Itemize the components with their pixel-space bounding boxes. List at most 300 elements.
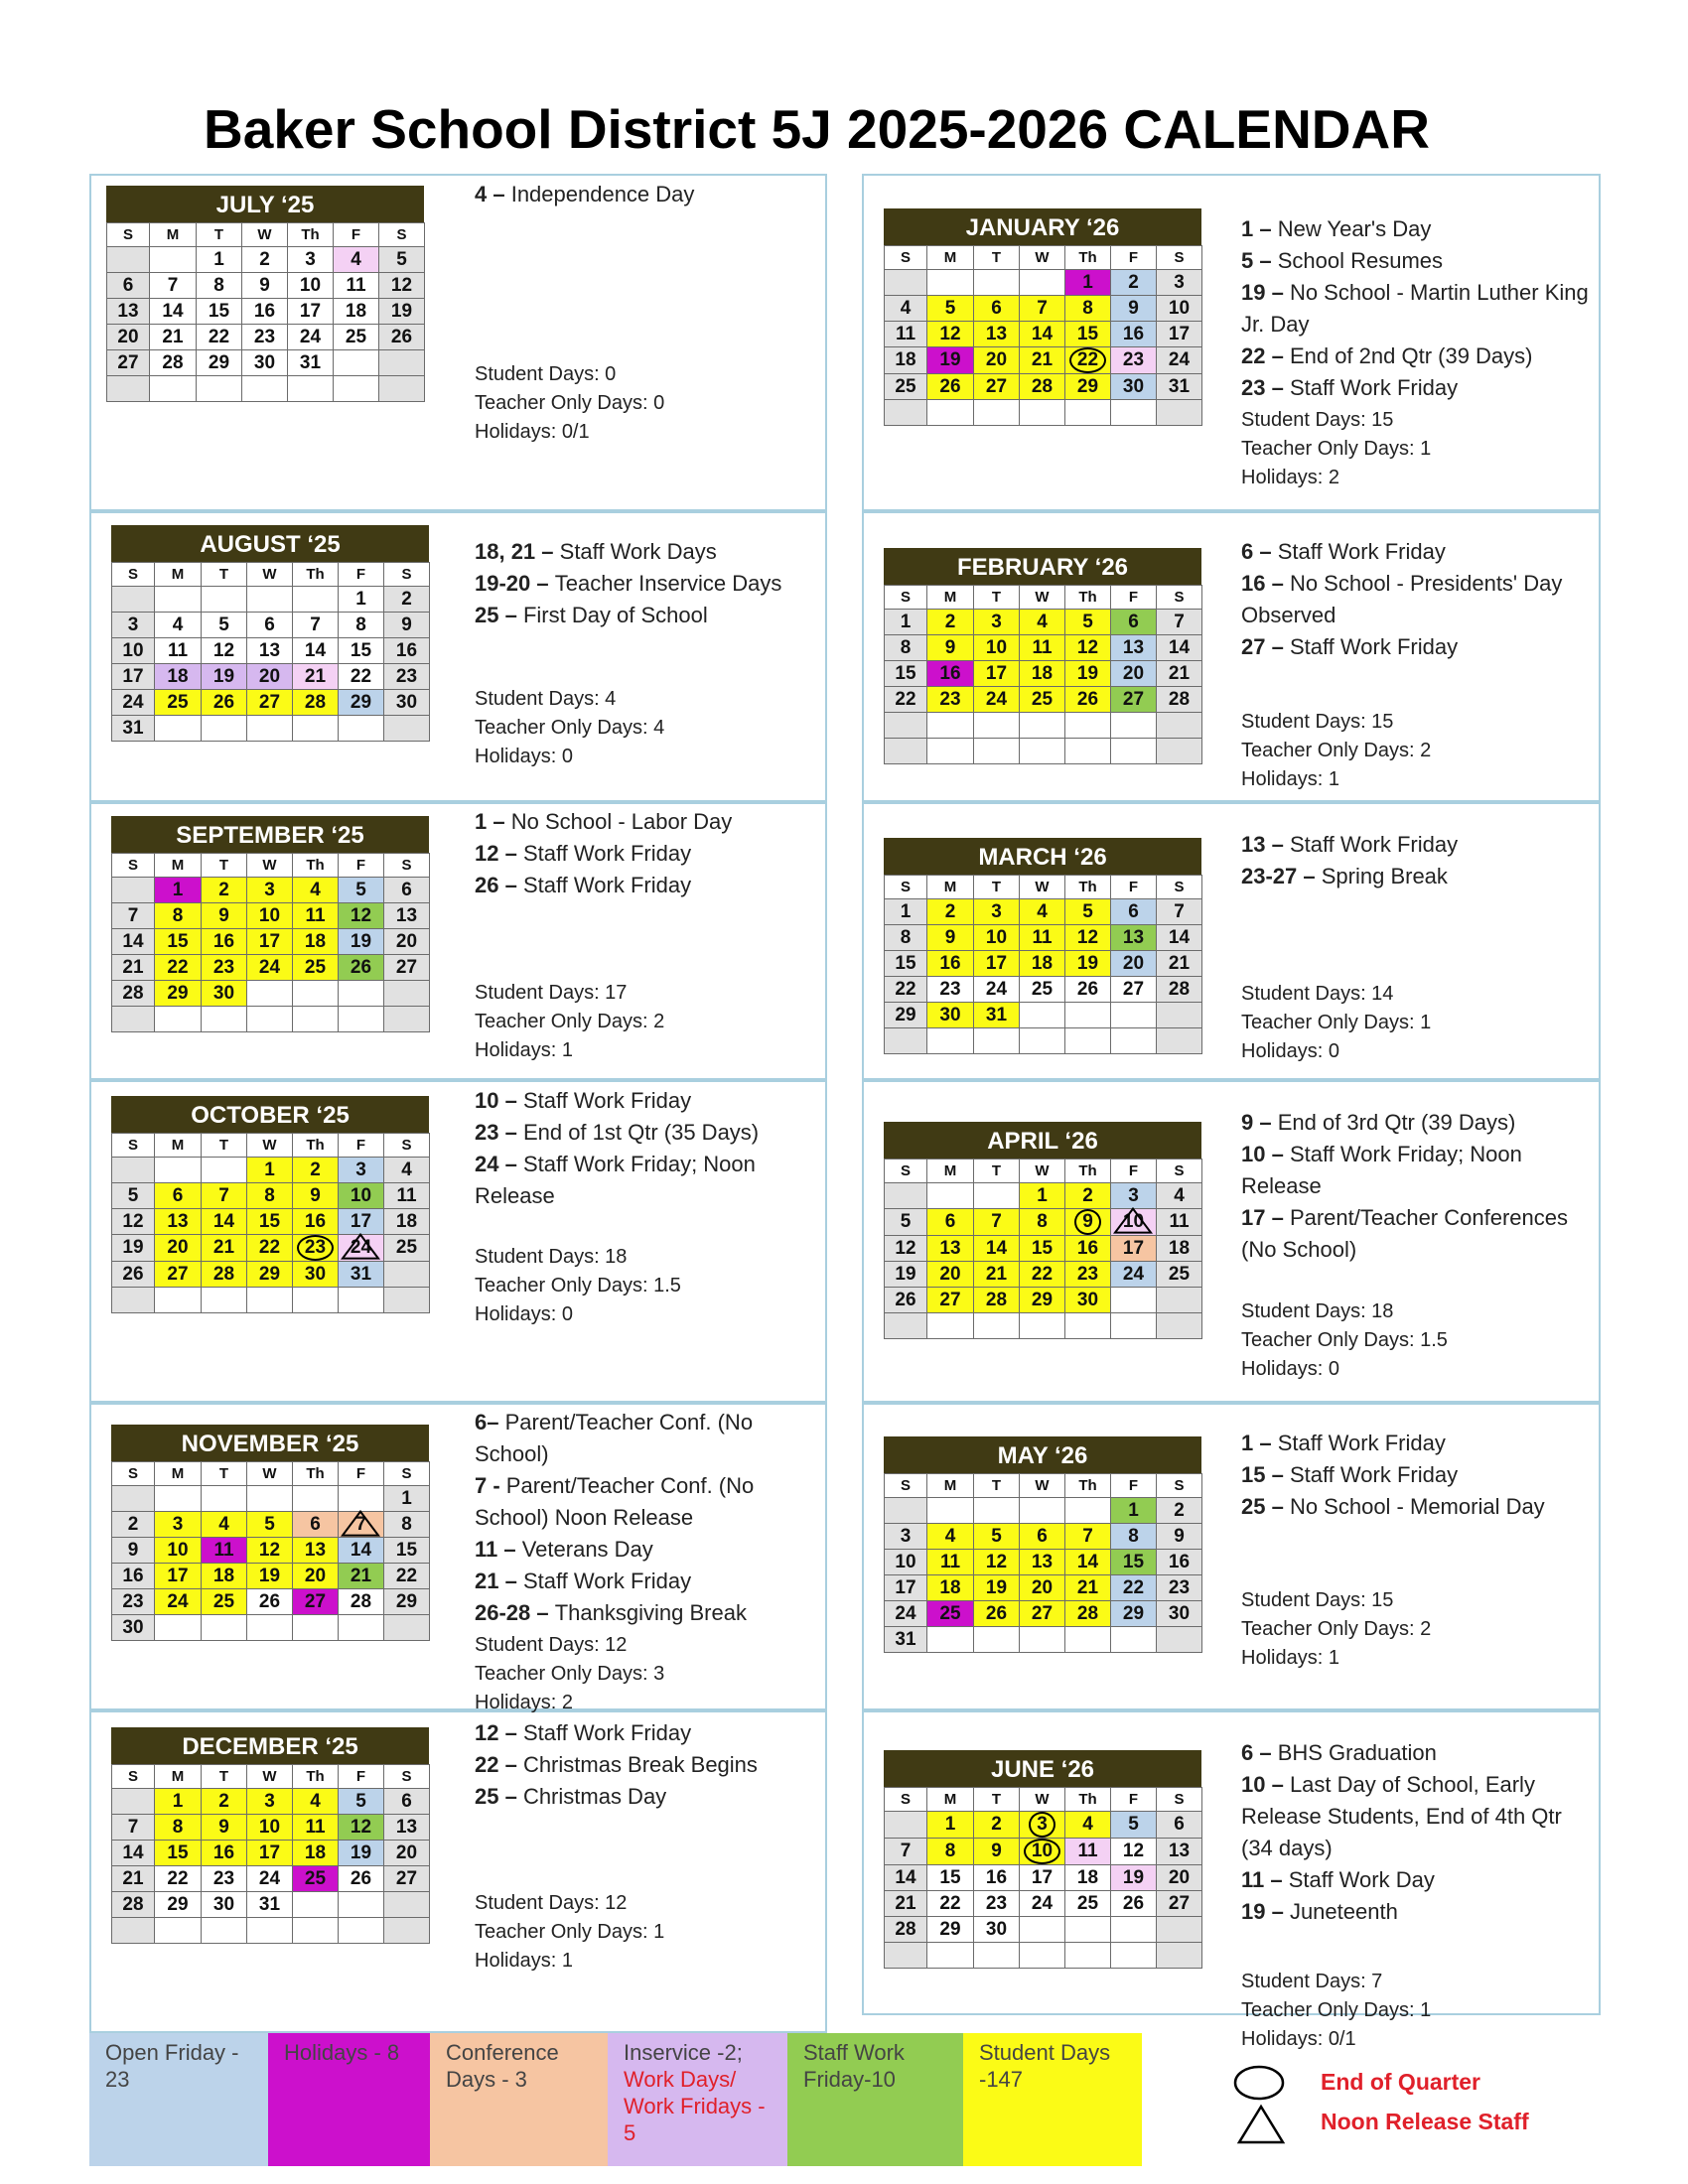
weekday-header: W (1020, 1160, 1065, 1183)
day-cell: 23 (202, 955, 247, 981)
empty-cell (150, 376, 197, 402)
event-line: 10 – Staff Work Friday; Noon Release (1241, 1142, 1522, 1198)
month-events (1241, 1737, 1589, 1928)
month-calendar (111, 816, 430, 1032)
day-cell: 11 (293, 1815, 339, 1841)
day-cell: 22 (927, 1891, 974, 1917)
month-events (475, 1407, 812, 1629)
day-cell: 9 (927, 635, 974, 661)
empty-cell (384, 1007, 430, 1032)
event-line: 15 – Staff Work Friday (1241, 1462, 1459, 1487)
day-cell: 17 (112, 664, 155, 690)
day-cell: 24 (885, 1601, 927, 1627)
day-cell: 17 (247, 1841, 293, 1866)
day-cell: 15 (1111, 1550, 1157, 1575)
day-cell: 6 (155, 1183, 202, 1209)
day-cell: 23 (202, 1866, 247, 1892)
event-line: 27 – Staff Work Friday (1241, 634, 1459, 659)
weekday-header: S (885, 1160, 927, 1183)
month-stats (475, 360, 664, 447)
empty-cell (293, 1892, 339, 1918)
empty-cell (1065, 1627, 1111, 1653)
day-cell: 2 (927, 899, 974, 925)
month-events (475, 179, 812, 210)
month-events (475, 1085, 812, 1212)
day-cell: 25 (155, 690, 202, 716)
teacher-days: Teacher Only Days: 1.5 (1241, 1329, 1448, 1351)
weekday-header: S (1157, 1788, 1202, 1812)
empty-cell (927, 1943, 974, 1969)
day-cell: 8 (1020, 1209, 1065, 1236)
day-cell: 23 (293, 1235, 339, 1262)
day-cell: 18 (384, 1209, 430, 1235)
day-cell: 16 (1111, 322, 1157, 347)
student-days: Student Days: 17 (475, 982, 628, 1004)
event-line: 10 – Last Day of School, Early Release Students, End of 4th Qtr (34 days) (1241, 1772, 1562, 1860)
weekday-header: F (1111, 246, 1157, 270)
empty-cell (1111, 739, 1157, 764)
day-cell: 10 (288, 273, 334, 299)
day-cell: 1 (247, 1158, 293, 1183)
month-calendar (111, 1425, 430, 1641)
day-cell: 20 (293, 1564, 339, 1589)
day-cell: 3 (974, 610, 1020, 635)
day-cell: 6 (1111, 899, 1157, 925)
empty-cell (155, 1288, 202, 1313)
weekday-header: Th (1065, 1474, 1111, 1498)
day-cell: 21 (339, 1564, 384, 1589)
day-cell: 23 (1111, 347, 1157, 374)
day-cell: 27 (974, 374, 1020, 400)
empty-cell (155, 1486, 202, 1512)
day-cell: 14 (974, 1236, 1020, 1262)
day-cell: 9 (293, 1183, 339, 1209)
day-cell: 9 (202, 903, 247, 929)
day-cell: 10 (1020, 1839, 1065, 1865)
empty-cell (339, 1918, 384, 1944)
day-cell: 15 (247, 1209, 293, 1235)
day-cell: 17 (1111, 1236, 1157, 1262)
legend-label: Student Days -147 (979, 2040, 1111, 2092)
weekday-header: T (202, 1462, 247, 1486)
empty-cell (885, 713, 927, 739)
month-title: NOVEMBER ‘25 (111, 1425, 429, 1461)
day-cell: 29 (155, 981, 202, 1007)
day-cell: 22 (885, 977, 927, 1003)
event-line: 19 – No School - Martin Luther King Jr. Day (1241, 280, 1589, 337)
teacher-days: Teacher Only Days: 2 (475, 1011, 665, 1032)
event-line: 23 – End of 1st Qtr (35 Days) (475, 1120, 760, 1145)
day-cell: 17 (339, 1209, 384, 1235)
weekday-header: W (1020, 1788, 1065, 1812)
teacher-days: Teacher Only Days: 0 (475, 392, 665, 414)
empty-cell (247, 1007, 293, 1032)
day-cell: 11 (202, 1538, 247, 1564)
day-cell: 27 (927, 1288, 974, 1313)
day-cell: 2 (112, 1512, 155, 1538)
weekday-header: Th (293, 563, 339, 587)
day-cell: 20 (1157, 1865, 1202, 1891)
day-cell: 15 (885, 661, 927, 687)
month-stats (1241, 1586, 1431, 1673)
weekday-header: S (885, 876, 927, 899)
day-cell: 24 (974, 687, 1020, 713)
weekday-header: W (1020, 1474, 1065, 1498)
day-cell: 24 (112, 690, 155, 716)
day-cell: 11 (927, 1550, 974, 1575)
empty-cell (247, 1615, 293, 1641)
day-cell: 19 (339, 929, 384, 955)
page-title: Baker School District 5J 2025-2026 CALENDAR (204, 98, 1430, 160)
day-cell: 6 (1111, 610, 1157, 635)
day-cell: 20 (155, 1235, 202, 1262)
day-cell: 24 (247, 955, 293, 981)
empty-cell (247, 1288, 293, 1313)
empty-cell (1111, 1917, 1157, 1943)
empty-cell (155, 716, 202, 742)
event-line: 1 – No School - Labor Day (475, 809, 733, 834)
weekday-header: Th (288, 223, 334, 247)
day-cell: 28 (885, 1917, 927, 1943)
day-cell: 20 (1111, 951, 1157, 977)
day-cell: 12 (927, 322, 974, 347)
day-cell: 24 (1020, 1891, 1065, 1917)
day-cell: 7 (202, 1183, 247, 1209)
day-cell: 8 (247, 1183, 293, 1209)
student-days: Student Days: 4 (475, 688, 617, 710)
empty-cell (1157, 713, 1202, 739)
teacher-days: Teacher Only Days: 1 (1241, 1999, 1432, 2021)
weekday-header: S (1157, 586, 1202, 610)
weekday-header: W (247, 1462, 293, 1486)
event-line: 5 – School Resumes (1241, 248, 1444, 273)
teacher-days: Teacher Only Days: 1 (475, 1921, 665, 1943)
day-cell: 4 (1020, 899, 1065, 925)
day-cell: 5 (1065, 610, 1111, 635)
empty-cell (288, 376, 334, 402)
empty-cell (1020, 713, 1065, 739)
day-cell: 16 (384, 638, 430, 664)
day-cell: 22 (339, 664, 384, 690)
day-cell: 14 (202, 1209, 247, 1235)
day-cell: 17 (288, 299, 334, 325)
event-line: 21 – Staff Work Friday (475, 1569, 692, 1593)
day-cell: 1 (155, 878, 202, 903)
empty-cell (1111, 713, 1157, 739)
day-cell: 8 (927, 1839, 974, 1865)
month-events (475, 806, 812, 901)
weekday-header: S (379, 223, 425, 247)
day-cell: 26 (339, 1866, 384, 1892)
day-cell: 4 (1157, 1183, 1202, 1209)
empty-cell (1020, 1313, 1065, 1339)
day-cell: 19 (112, 1235, 155, 1262)
day-cell: 27 (1020, 1601, 1065, 1627)
day-cell: 12 (112, 1209, 155, 1235)
day-cell: 2 (202, 878, 247, 903)
day-cell: 4 (885, 296, 927, 322)
day-cell: 25 (1020, 977, 1065, 1003)
empty-cell (885, 1943, 927, 1969)
day-cell: 1 (339, 587, 384, 613)
day-cell: 18 (155, 664, 202, 690)
day-cell: 19 (202, 664, 247, 690)
day-cell: 19 (1065, 951, 1111, 977)
day-cell: 7 (1065, 1524, 1111, 1550)
empty-cell (974, 1498, 1020, 1524)
empty-cell (293, 981, 339, 1007)
empty-cell (107, 247, 150, 273)
month-stats (475, 1631, 664, 1717)
empty-cell (112, 587, 155, 613)
day-cell: 5 (339, 1789, 384, 1815)
weekday-header: S (384, 1134, 430, 1158)
empty-cell (197, 376, 242, 402)
event-line: 26-28 – Thanksgiving Break (475, 1600, 747, 1625)
day-cell: 8 (155, 903, 202, 929)
weekday-header: Th (1065, 246, 1111, 270)
empty-cell (202, 716, 247, 742)
month-title: FEBRUARY ‘26 (884, 548, 1201, 585)
empty-cell (927, 270, 974, 296)
day-cell: 16 (927, 951, 974, 977)
empty-cell (1020, 1627, 1065, 1653)
day-cell: 20 (247, 664, 293, 690)
day-cell: 25 (293, 1866, 339, 1892)
empty-cell (885, 1498, 927, 1524)
day-cell: 6 (384, 1789, 430, 1815)
empty-cell (339, 1007, 384, 1032)
month-stats (1241, 708, 1431, 794)
day-cell: 5 (927, 296, 974, 322)
day-cell: 4 (1065, 1812, 1111, 1839)
empty-cell (155, 587, 202, 613)
day-cell: 14 (112, 929, 155, 955)
day-cell: 18 (1020, 951, 1065, 977)
day-cell: 15 (1020, 1236, 1065, 1262)
empty-cell (1065, 400, 1111, 426)
event-line: 12 – Staff Work Friday (475, 841, 692, 866)
day-cell: 24 (288, 325, 334, 350)
day-cell: 22 (885, 687, 927, 713)
empty-cell (1065, 1313, 1111, 1339)
day-cell: 9 (384, 613, 430, 638)
day-cell: 14 (1157, 635, 1202, 661)
day-cell: 23 (112, 1589, 155, 1615)
day-cell: 15 (885, 951, 927, 977)
day-cell: 28 (1020, 374, 1065, 400)
day-cell: 23 (1065, 1262, 1111, 1288)
day-cell: 23 (384, 664, 430, 690)
empty-cell (1065, 1498, 1111, 1524)
day-cell: 7 (150, 273, 197, 299)
empty-cell (885, 270, 927, 296)
day-cell: 7 (112, 1815, 155, 1841)
day-cell: 30 (1111, 374, 1157, 400)
month-events (475, 1717, 812, 1813)
empty-cell (927, 1313, 974, 1339)
event-line: 22 – Christmas Break Begins (475, 1752, 758, 1777)
day-cell: 25 (384, 1235, 430, 1262)
weekday-header: T (974, 246, 1020, 270)
day-cell: 10 (247, 903, 293, 929)
day-cell: 3 (1111, 1183, 1157, 1209)
day-cell: 26 (1111, 1891, 1157, 1917)
empty-cell (384, 716, 430, 742)
month-stats (1241, 1297, 1448, 1384)
empty-cell (1020, 1498, 1065, 1524)
day-cell: 31 (339, 1262, 384, 1288)
weekday-header: F (1111, 1160, 1157, 1183)
month-calendar (884, 548, 1202, 764)
weekday-header: F (339, 1134, 384, 1158)
empty-cell (1020, 400, 1065, 426)
day-cell: 31 (288, 350, 334, 376)
day-cell: 21 (1157, 951, 1202, 977)
event-line: 17 – Parent/Teacher Conferences (No School) (1241, 1205, 1568, 1262)
weekday-header: M (155, 563, 202, 587)
day-cell: 10 (155, 1538, 202, 1564)
empty-cell (339, 716, 384, 742)
legend-label-secondary: Work Days/ Work Fridays - 5 (624, 2067, 766, 2145)
day-cell: 17 (155, 1564, 202, 1589)
event-line: 25 – No School - Memorial Day (1241, 1494, 1545, 1519)
day-cell: 9 (974, 1839, 1020, 1865)
day-cell: 20 (927, 1262, 974, 1288)
weekday-header: S (885, 586, 927, 610)
event-line: 11 – Staff Work Day (1241, 1867, 1435, 1892)
day-cell: 18 (927, 1575, 974, 1601)
month-events (1241, 829, 1589, 892)
month-events (1241, 213, 1589, 404)
month-calendar (111, 1096, 430, 1313)
empty-cell (293, 1007, 339, 1032)
day-cell: 15 (384, 1538, 430, 1564)
day-cell: 18 (334, 299, 379, 325)
day-cell: 8 (885, 925, 927, 951)
empty-cell (1157, 1003, 1202, 1028)
empty-cell (1020, 270, 1065, 296)
day-cell: 21 (1020, 347, 1065, 374)
day-cell: 20 (1020, 1575, 1065, 1601)
month-calendar (884, 1750, 1202, 1969)
day-cell: 3 (247, 1789, 293, 1815)
empty-cell (339, 1892, 384, 1918)
event-line: 6 – BHS Graduation (1241, 1740, 1437, 1765)
noon-release-triangle-icon (1113, 1207, 1153, 1235)
weekday-header: Th (1065, 876, 1111, 899)
day-cell: 8 (155, 1815, 202, 1841)
day-cell: 19 (1065, 661, 1111, 687)
day-cell: 3 (288, 247, 334, 273)
empty-cell (293, 716, 339, 742)
day-cell: 8 (339, 613, 384, 638)
day-cell: 7 (293, 613, 339, 638)
day-cell: 27 (384, 955, 430, 981)
day-cell: 18 (293, 929, 339, 955)
empty-cell (339, 1288, 384, 1313)
weekday-header: T (197, 223, 242, 247)
weekday-header: M (155, 1765, 202, 1789)
event-line: 10 – Staff Work Friday (475, 1088, 692, 1113)
weekday-header: S (112, 854, 155, 878)
day-cell: 27 (293, 1589, 339, 1615)
day-cell: 7 (1020, 296, 1065, 322)
student-days: Student Days: 18 (1241, 1300, 1394, 1322)
day-cell: 6 (974, 296, 1020, 322)
month-title: JANUARY ‘26 (884, 208, 1201, 245)
teacher-days: Teacher Only Days: 4 (475, 717, 665, 739)
day-cell: 4 (384, 1158, 430, 1183)
empty-cell (927, 739, 974, 764)
empty-cell (1111, 1313, 1157, 1339)
holidays: Holidays: 0 (1241, 1358, 1339, 1380)
day-cell: 26 (1065, 687, 1111, 713)
day-cell: 31 (247, 1892, 293, 1918)
day-cell: 2 (202, 1789, 247, 1815)
day-cell: 27 (155, 1262, 202, 1288)
day-cell: 24 (155, 1589, 202, 1615)
empty-cell (247, 587, 293, 613)
weekday-header: T (202, 854, 247, 878)
legend-label: Conference Days - 3 (446, 2040, 559, 2092)
empty-cell (1065, 739, 1111, 764)
weekday-header: W (247, 563, 293, 587)
month-title: AUGUST ‘25 (111, 525, 429, 562)
day-cell: 7 (339, 1512, 384, 1538)
weekday-header: M (927, 246, 974, 270)
day-cell: 4 (927, 1524, 974, 1550)
weekday-header: Th (1065, 1160, 1111, 1183)
weekday-header: M (155, 1462, 202, 1486)
day-cell: 13 (974, 322, 1020, 347)
day-cell: 15 (1065, 322, 1111, 347)
day-cell: 1 (155, 1789, 202, 1815)
weekday-header: W (247, 1765, 293, 1789)
weekday-header: Th (1065, 1788, 1111, 1812)
day-cell: 1 (384, 1486, 430, 1512)
event-line: 25 – Christmas Day (475, 1784, 667, 1809)
weekday-header: M (927, 586, 974, 610)
empty-cell (974, 400, 1020, 426)
month-calendar (106, 186, 425, 402)
empty-cell (112, 1918, 155, 1944)
day-cell: 19 (885, 1262, 927, 1288)
day-cell: 26 (247, 1589, 293, 1615)
day-cell: 9 (1157, 1524, 1202, 1550)
day-cell: 12 (1065, 635, 1111, 661)
day-cell: 4 (293, 1789, 339, 1815)
day-cell: 13 (384, 903, 430, 929)
noon-release-triangle-icon (1235, 2103, 1287, 2146)
day-cell: 22 (1065, 347, 1111, 374)
weekday-header: S (112, 1462, 155, 1486)
day-cell: 14 (293, 638, 339, 664)
event-line: 6– Parent/Teacher Conf. (No School) (475, 1410, 754, 1466)
day-cell: 12 (247, 1538, 293, 1564)
day-cell: 1 (1020, 1183, 1065, 1209)
day-cell: 6 (293, 1512, 339, 1538)
day-cell: 11 (1065, 1839, 1111, 1865)
day-cell: 20 (384, 1841, 430, 1866)
empty-cell (1157, 1288, 1202, 1313)
student-days: Student Days: 12 (475, 1892, 628, 1914)
day-cell: 14 (1065, 1550, 1111, 1575)
day-cell: 12 (339, 1815, 384, 1841)
legend-item (268, 2033, 430, 2166)
weekday-header: F (339, 854, 384, 878)
holidays: Holidays: 2 (475, 1692, 573, 1713)
